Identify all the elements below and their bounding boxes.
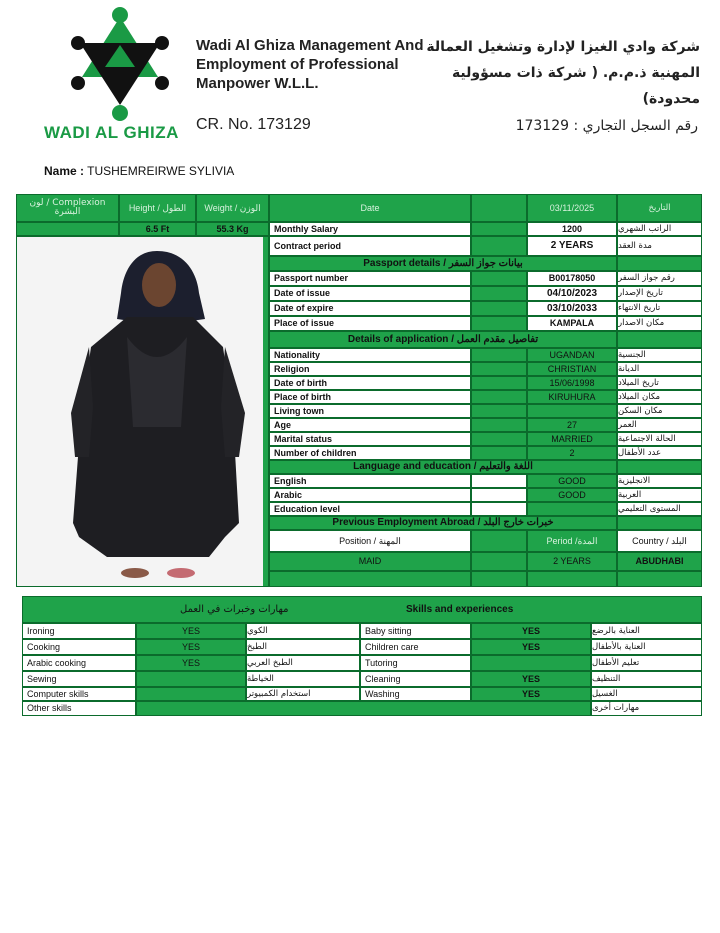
other-skills-ar: مهارات أخرى xyxy=(591,701,702,716)
employment-period-value: 2 YEARS xyxy=(527,552,617,571)
skill-washing-label: Washing xyxy=(360,687,471,701)
country-header: Country / البلد xyxy=(617,530,702,552)
complexion-value xyxy=(16,222,119,236)
expire-date-gap xyxy=(471,301,527,316)
skill-babysitting-label: Baby sitting xyxy=(360,623,471,639)
passport-section-filler xyxy=(617,256,702,271)
passport-number-ar: رقم جواز السفر xyxy=(617,271,702,286)
education-ar: المستوى التعليمي xyxy=(617,502,702,516)
skill-tutoring-label: Tutoring xyxy=(360,655,471,671)
skill-computer-label: Computer skills xyxy=(22,687,136,701)
language-section-filler xyxy=(617,460,702,474)
skill-cooking-value: YES xyxy=(136,639,246,655)
skill-cleaning-ar: التنظيف xyxy=(591,671,702,687)
weight-value: 55.3 Kg xyxy=(196,222,269,236)
cr-number: CR. No. 173129 xyxy=(196,116,311,133)
skill-childcare-label: Children care xyxy=(360,639,471,655)
skill-cleaning-label: Cleaning xyxy=(360,671,471,687)
nationality-value: UGANDAN xyxy=(527,348,617,362)
arabic-value: GOOD xyxy=(527,488,617,502)
issue-place-label: Place of issue xyxy=(269,316,471,331)
education-label: Education level xyxy=(269,502,471,516)
company-name-line-3: Manpower W.L.L. xyxy=(196,75,319,92)
english-gap xyxy=(471,474,527,488)
skill-childcare-ar: العناية بالأطفال xyxy=(591,639,702,655)
age-value: 27 xyxy=(527,418,617,432)
employment-empty-3 xyxy=(527,571,617,587)
skills-header-en: Skills and experiences xyxy=(406,604,514,615)
living-town-label: Living town xyxy=(269,404,471,418)
skill-computer-value xyxy=(136,687,246,701)
height-header: Height / الطول xyxy=(119,194,196,222)
issue-date-label: Date of issue xyxy=(269,286,471,301)
skill-childcare-value: YES xyxy=(471,639,591,655)
skill-cooking-label: Cooking xyxy=(22,639,136,655)
education-value xyxy=(527,502,617,516)
passport-section-header: Passport details / بيانات جواز السفر xyxy=(269,256,617,271)
nationality-gap xyxy=(471,348,527,362)
marital-value: MARRIED xyxy=(527,432,617,446)
religion-gap xyxy=(471,362,527,376)
cr-number-ar: رقم السجل التجاري : 173129 xyxy=(515,118,698,134)
english-ar: الانجليزية xyxy=(617,474,702,488)
arabic-label: Arabic xyxy=(269,488,471,502)
company-name-line-2: Employment of Professional xyxy=(196,56,399,73)
passport-number-label: Passport number xyxy=(269,271,471,286)
employment-section-header: Previous Employment Abroad / خبرات خارج البلد xyxy=(269,516,617,530)
arabic-gap xyxy=(471,488,527,502)
employment-country-value: ABUDHABI xyxy=(617,552,702,571)
skill-washing-ar: الغسيل xyxy=(591,687,702,701)
skill-arabic-cooking-ar: الطبخ العربي xyxy=(246,655,360,671)
expire-date-ar: تاريخ الانتهاء xyxy=(617,301,702,316)
company-logo xyxy=(40,5,200,145)
skill-arabic-cooking-label: Arabic cooking xyxy=(22,655,136,671)
other-skills-label: Other skills xyxy=(22,701,136,716)
pob-ar: مكان الميلاد xyxy=(617,390,702,404)
skill-sewing-ar: الخياطة xyxy=(246,671,360,687)
marital-label: Marital status xyxy=(269,432,471,446)
date-value: 03/11/2025 xyxy=(527,194,617,222)
skill-sewing-value xyxy=(136,671,246,687)
candidate-photo xyxy=(16,236,269,587)
company-name-en xyxy=(196,36,424,93)
religion-label: Religion xyxy=(269,362,471,376)
candidate-name-row xyxy=(44,164,234,178)
expire-date-label: Date of expire xyxy=(269,301,471,316)
issue-date-value: 04/10/2023 xyxy=(527,286,617,301)
weight-header: Weight / الوزن xyxy=(196,194,269,222)
employment-gap xyxy=(471,552,527,571)
arabic-ar: العربية xyxy=(617,488,702,502)
dob-gap xyxy=(471,376,527,390)
company-name-line-1: Wadi Al Ghiza Management And xyxy=(196,37,424,54)
marital-gap xyxy=(471,432,527,446)
company-name-ar-line-1: شركة وادي الغيزا لإدارة وتشغيل العمالة xyxy=(426,39,700,55)
company-name-ar-line-2: المهنية ذ.م.م. ( شركة ذات مسؤولية xyxy=(451,65,700,81)
issue-place-gap xyxy=(471,316,527,331)
children-ar: عدد الأطفال xyxy=(617,446,702,460)
skill-cleaning-value: YES xyxy=(471,671,591,687)
contract-label-ar: مدة العقد xyxy=(617,236,702,256)
nationality-ar: الجنسية xyxy=(617,348,702,362)
passport-number-gap xyxy=(471,271,527,286)
employment-position-value: MAID xyxy=(269,552,471,571)
skill-tutoring-value xyxy=(471,655,591,671)
company-name-ar-line-3: محدودة) xyxy=(642,91,700,107)
skill-arabic-cooking-value: YES xyxy=(136,655,246,671)
other-skills-value xyxy=(136,701,591,716)
period-header: Period /المدة xyxy=(527,530,617,552)
children-gap xyxy=(471,446,527,460)
candidate-name: TUSHEMREIRWE SYLIVIA xyxy=(87,164,235,178)
skill-tutoring-ar: تعليم الأطفال xyxy=(591,655,702,671)
salary-gap xyxy=(471,222,527,236)
issue-place-value: KAMPALA xyxy=(527,316,617,331)
employment-header-gap xyxy=(471,530,527,552)
employment-empty-4 xyxy=(617,571,702,587)
skill-ironing-label: Ironing xyxy=(22,623,136,639)
passport-number-value: B00178050 xyxy=(527,271,617,286)
skill-washing-value: YES xyxy=(471,687,591,701)
employment-empty-2 xyxy=(471,571,527,587)
salary-label-ar: الراتب الشهري xyxy=(617,222,702,236)
height-value: 6.5 Ft xyxy=(119,222,196,236)
dob-ar: تاريخ الميلاد xyxy=(617,376,702,390)
issue-place-ar: مكان الاصدار xyxy=(617,316,702,331)
company-name-ar xyxy=(426,34,700,112)
contract-gap xyxy=(471,236,527,256)
living-town-value xyxy=(527,404,617,418)
application-section-header: Details of application / تفاصيل مقدم العمل xyxy=(269,331,617,348)
position-header: Position / المهنة xyxy=(269,530,471,552)
education-gap xyxy=(471,502,527,516)
salary-value: 1200 xyxy=(527,222,617,236)
skill-computer-ar: استخدام الكمبيوتر xyxy=(246,687,360,701)
children-value: 2 xyxy=(527,446,617,460)
religion-ar: الديانة xyxy=(617,362,702,376)
skills-header-ar: مهارات وخبرات في العمل xyxy=(180,604,289,615)
children-label: Number of children xyxy=(269,446,471,460)
skill-sewing-label: Sewing xyxy=(22,671,136,687)
nationality-label: Nationality xyxy=(269,348,471,362)
religion-value: CHRISTIAN xyxy=(527,362,617,376)
employment-section-filler xyxy=(617,516,702,530)
skills-header-bar xyxy=(22,596,702,623)
marital-ar: الحالة الاجتماعية xyxy=(617,432,702,446)
english-value: GOOD xyxy=(527,474,617,488)
skill-ironing-ar: الكوي xyxy=(246,623,360,639)
pob-value: KIRUHURA xyxy=(527,390,617,404)
english-label: English xyxy=(269,474,471,488)
skill-ironing-value: YES xyxy=(136,623,246,639)
date-label-ar: التاريخ xyxy=(617,194,702,222)
dob-value: 15/06/1998 xyxy=(527,376,617,390)
contract-label: Contract period xyxy=(269,236,471,256)
dob-label: Date of birth xyxy=(269,376,471,390)
expire-date-value: 03/10/2033 xyxy=(527,301,617,316)
language-section-header: Language and education / اللغة والتعليم xyxy=(269,460,617,474)
age-ar: العمر xyxy=(617,418,702,432)
name-label: Name : xyxy=(44,164,85,178)
logo-text: WADI AL GHIZA xyxy=(44,123,179,142)
living-town-ar: مكان السكن xyxy=(617,404,702,418)
employment-empty-1 xyxy=(269,571,471,587)
skill-cooking-ar: الطبخ xyxy=(246,639,360,655)
pob-label: Place of birth xyxy=(269,390,471,404)
salary-label: Monthly Salary xyxy=(269,222,471,236)
skill-babysitting-value: YES xyxy=(471,623,591,639)
application-section-filler xyxy=(617,331,702,348)
date-label: Date xyxy=(269,194,471,222)
date-gap xyxy=(471,194,527,222)
age-label: Age xyxy=(269,418,471,432)
age-gap xyxy=(471,418,527,432)
issue-date-gap xyxy=(471,286,527,301)
issue-date-ar: تاريخ الإصدار xyxy=(617,286,702,301)
living-town-gap xyxy=(471,404,527,418)
skill-babysitting-ar: العناية بالرضع xyxy=(591,623,702,639)
complexion-header: Complexion / لون البشرة xyxy=(16,194,119,222)
pob-gap xyxy=(471,390,527,404)
contract-value: 2 YEARS xyxy=(527,236,617,256)
